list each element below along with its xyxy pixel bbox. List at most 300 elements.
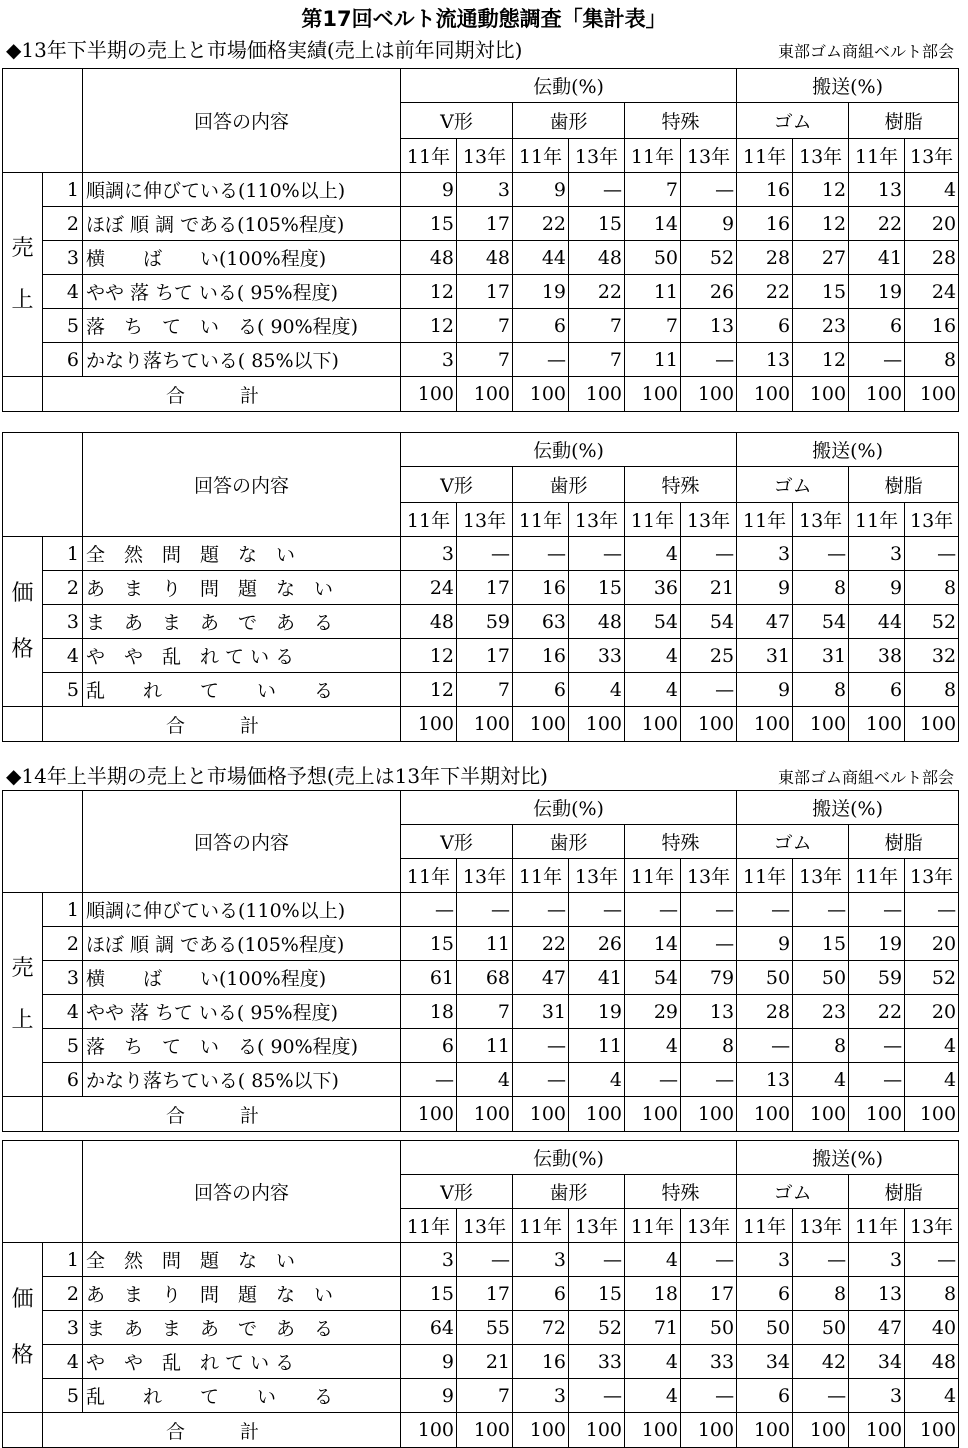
value-cell: — bbox=[793, 1243, 849, 1277]
value-cell: 16 bbox=[737, 173, 793, 207]
category-label-price bbox=[3, 537, 43, 707]
value-cell: 54 bbox=[625, 605, 681, 639]
total-cell: 100 bbox=[849, 1413, 905, 1448]
response-label: 全 然 問 題 な い bbox=[83, 1243, 401, 1277]
value-cell: 59 bbox=[849, 961, 905, 995]
row-number: 1 bbox=[43, 173, 83, 207]
value-cell: 4 bbox=[625, 1029, 681, 1063]
table-row bbox=[3, 207, 959, 241]
value-cell: 12 bbox=[401, 309, 457, 343]
value-cell: 79 bbox=[681, 961, 737, 995]
value-cell: 34 bbox=[849, 1345, 905, 1379]
value-cell: 6 bbox=[737, 1277, 793, 1311]
value-cell: 18 bbox=[625, 1277, 681, 1311]
value-cell: 7 bbox=[457, 309, 513, 343]
value-cell: 34 bbox=[737, 1345, 793, 1379]
value-cell: 6 bbox=[849, 673, 905, 707]
value-cell: 9 bbox=[401, 173, 457, 207]
total-cell: 100 bbox=[737, 377, 793, 412]
value-cell: 54 bbox=[625, 961, 681, 995]
table-row bbox=[3, 1379, 959, 1413]
value-cell: 22 bbox=[849, 207, 905, 241]
value-cell: 42 bbox=[793, 1345, 849, 1379]
value-cell: 17 bbox=[681, 1277, 737, 1311]
value-cell: 4 bbox=[457, 1063, 513, 1097]
value-cell: — bbox=[569, 893, 625, 927]
response-label: 順調に伸びている(110%以上) bbox=[83, 173, 401, 207]
value-cell: 9 bbox=[737, 673, 793, 707]
year-header: 11年 bbox=[513, 859, 569, 893]
value-cell: 8 bbox=[905, 571, 959, 605]
total-cell: 100 bbox=[849, 377, 905, 412]
value-cell: 4 bbox=[569, 1063, 625, 1097]
value-cell: 4 bbox=[625, 639, 681, 673]
year-header: 11年 bbox=[401, 1209, 457, 1243]
table-row bbox=[3, 1345, 959, 1379]
value-cell: 71 bbox=[625, 1311, 681, 1345]
value-cell: 9 bbox=[737, 927, 793, 961]
category-header-special: 特殊 bbox=[625, 103, 737, 139]
group-header-hanso: 搬送(%) bbox=[737, 433, 959, 467]
value-cell: 19 bbox=[569, 995, 625, 1029]
total-cell: 100 bbox=[401, 1097, 457, 1132]
row-number: 5 bbox=[43, 1029, 83, 1063]
total-cell: 100 bbox=[401, 707, 457, 742]
value-cell: 7 bbox=[457, 343, 513, 377]
response-label: ほぼ 順 調 である(105%程度) bbox=[83, 927, 401, 961]
section-heading-actual: ◆13年下半期の売上と市場価格実績(売上は前年同期対比) bbox=[6, 38, 523, 62]
value-cell: 41 bbox=[569, 961, 625, 995]
value-cell: 8 bbox=[681, 1029, 737, 1063]
value-cell: 21 bbox=[457, 1345, 513, 1379]
value-cell: 63 bbox=[513, 605, 569, 639]
category-header-resin: 樹脂 bbox=[849, 825, 959, 859]
value-cell: 7 bbox=[569, 309, 625, 343]
value-cell: — bbox=[681, 1379, 737, 1413]
year-header: 11年 bbox=[625, 139, 681, 173]
total-cell: 100 bbox=[905, 377, 959, 412]
value-cell: — bbox=[569, 1379, 625, 1413]
value-cell: 55 bbox=[457, 1311, 513, 1345]
year-header: 11年 bbox=[849, 1209, 905, 1243]
value-cell: 7 bbox=[625, 309, 681, 343]
total-label: 合 計 bbox=[43, 707, 401, 742]
value-cell: — bbox=[681, 1063, 737, 1097]
total-row bbox=[3, 707, 959, 742]
response-label: 横 ば い(100%程度) bbox=[83, 961, 401, 995]
year-header: 11年 bbox=[625, 859, 681, 893]
value-cell: — bbox=[569, 537, 625, 571]
value-cell: 31 bbox=[793, 639, 849, 673]
year-header: 13年 bbox=[457, 859, 513, 893]
value-cell: 28 bbox=[737, 241, 793, 275]
value-cell: 44 bbox=[849, 605, 905, 639]
total-cell: 100 bbox=[737, 1097, 793, 1132]
value-cell: 4 bbox=[793, 1063, 849, 1097]
value-cell: 22 bbox=[513, 927, 569, 961]
category-header-rubber: ゴム bbox=[737, 825, 849, 859]
category-header-v: V形 bbox=[401, 103, 513, 139]
value-cell: 15 bbox=[401, 927, 457, 961]
row-number: 5 bbox=[43, 309, 83, 343]
year-header: 13年 bbox=[905, 859, 959, 893]
row-number: 1 bbox=[43, 537, 83, 571]
table-row bbox=[3, 275, 959, 309]
value-cell: — bbox=[401, 893, 457, 927]
year-header: 11年 bbox=[737, 1209, 793, 1243]
category-header-resin: 樹脂 bbox=[849, 467, 959, 503]
row-number: 3 bbox=[43, 241, 83, 275]
table-row bbox=[3, 673, 959, 707]
value-cell: 47 bbox=[849, 1311, 905, 1345]
value-cell: 12 bbox=[401, 275, 457, 309]
total-cell: 100 bbox=[513, 1413, 569, 1448]
value-cell: 8 bbox=[905, 673, 959, 707]
total-cell: 100 bbox=[569, 1097, 625, 1132]
year-header: 13年 bbox=[793, 139, 849, 173]
table-row bbox=[3, 1243, 959, 1277]
page-title: 第17回ベルト流通動態調査「集計表」 bbox=[301, 7, 667, 31]
category-header-special: 特殊 bbox=[625, 467, 737, 503]
value-cell: 16 bbox=[513, 1345, 569, 1379]
total-cell: 100 bbox=[457, 707, 513, 742]
value-cell: 18 bbox=[401, 995, 457, 1029]
value-cell: 23 bbox=[793, 995, 849, 1029]
value-cell: — bbox=[793, 893, 849, 927]
year-header: 13年 bbox=[905, 1209, 959, 1243]
value-cell: 24 bbox=[401, 571, 457, 605]
row-number: 3 bbox=[43, 1311, 83, 1345]
value-cell: 50 bbox=[681, 1311, 737, 1345]
value-cell: — bbox=[905, 893, 959, 927]
value-cell: 12 bbox=[401, 639, 457, 673]
value-cell: — bbox=[905, 1243, 959, 1277]
value-cell: 36 bbox=[625, 571, 681, 605]
total-cell: 100 bbox=[737, 707, 793, 742]
category-label-price bbox=[3, 1243, 43, 1413]
value-cell: 22 bbox=[569, 275, 625, 309]
year-header: 13年 bbox=[569, 1209, 625, 1243]
category-header-v: V形 bbox=[401, 467, 513, 503]
response-label: 全 然 問 題 な い bbox=[83, 537, 401, 571]
value-cell: 61 bbox=[401, 961, 457, 995]
value-cell: 48 bbox=[401, 605, 457, 639]
value-cell: 4 bbox=[569, 673, 625, 707]
value-cell: 11 bbox=[625, 343, 681, 377]
value-cell: — bbox=[457, 1243, 513, 1277]
value-cell: 14 bbox=[625, 207, 681, 241]
value-cell: 48 bbox=[569, 241, 625, 275]
category-header-resin: 樹脂 bbox=[849, 103, 959, 139]
category-header-rubber: ゴム bbox=[737, 467, 849, 503]
category-char: 売 bbox=[11, 235, 34, 261]
category-header-resin: 樹脂 bbox=[849, 1175, 959, 1209]
category-header-v: V形 bbox=[401, 825, 513, 859]
value-cell: — bbox=[849, 893, 905, 927]
value-cell: 13 bbox=[737, 343, 793, 377]
row-number: 4 bbox=[43, 639, 83, 673]
value-cell: 12 bbox=[401, 673, 457, 707]
row-number: 3 bbox=[43, 605, 83, 639]
value-cell: — bbox=[681, 927, 737, 961]
value-cell: 8 bbox=[793, 1277, 849, 1311]
value-cell: 19 bbox=[849, 927, 905, 961]
value-cell: 7 bbox=[569, 343, 625, 377]
year-header: 11年 bbox=[401, 859, 457, 893]
total-cell: 100 bbox=[625, 1413, 681, 1448]
value-cell: 17 bbox=[457, 639, 513, 673]
total-cell: 100 bbox=[569, 377, 625, 412]
value-cell: 50 bbox=[737, 961, 793, 995]
value-cell: — bbox=[513, 343, 569, 377]
response-label: かなり落ちている( 85%以下) bbox=[83, 1063, 401, 1097]
value-cell: 3 bbox=[513, 1379, 569, 1413]
total-corner bbox=[3, 1097, 43, 1132]
category-header-v: V形 bbox=[401, 1175, 513, 1209]
value-cell: 9 bbox=[401, 1379, 457, 1413]
value-cell: 9 bbox=[401, 1345, 457, 1379]
year-header: 11年 bbox=[849, 139, 905, 173]
year-header: 11年 bbox=[625, 1209, 681, 1243]
year-header: 13年 bbox=[681, 139, 737, 173]
value-cell: 13 bbox=[849, 173, 905, 207]
value-cell: 20 bbox=[905, 207, 959, 241]
response-label: や や 乱 れ て い る bbox=[83, 639, 401, 673]
value-cell: 22 bbox=[513, 207, 569, 241]
value-cell: 15 bbox=[793, 275, 849, 309]
value-cell: 16 bbox=[737, 207, 793, 241]
value-cell: 33 bbox=[569, 639, 625, 673]
value-cell: 33 bbox=[569, 1345, 625, 1379]
total-label: 合 計 bbox=[43, 1097, 401, 1132]
value-cell: 17 bbox=[457, 207, 513, 241]
year-header: 11年 bbox=[513, 1209, 569, 1243]
value-cell: 7 bbox=[457, 1379, 513, 1413]
group-header-dendo: 伝動(%) bbox=[401, 791, 737, 825]
value-cell: — bbox=[849, 343, 905, 377]
total-cell: 100 bbox=[849, 707, 905, 742]
row-number: 2 bbox=[43, 927, 83, 961]
group-header-dendo: 伝動(%) bbox=[401, 69, 737, 103]
year-header: 11年 bbox=[737, 859, 793, 893]
value-cell: 50 bbox=[793, 1311, 849, 1345]
row-number: 4 bbox=[43, 1345, 83, 1379]
year-header: 11年 bbox=[625, 503, 681, 537]
value-cell: 17 bbox=[457, 1277, 513, 1311]
total-cell: 100 bbox=[625, 1097, 681, 1132]
table-row bbox=[3, 927, 959, 961]
value-cell: 11 bbox=[569, 1029, 625, 1063]
value-cell: 44 bbox=[513, 241, 569, 275]
value-cell: 31 bbox=[513, 995, 569, 1029]
category-label-sales bbox=[3, 893, 43, 1097]
value-cell: 22 bbox=[737, 275, 793, 309]
org-name-forecast: 東部ゴム商組ベルト部会 bbox=[777, 768, 954, 787]
row-number: 4 bbox=[43, 995, 83, 1029]
table-row bbox=[3, 893, 959, 927]
value-cell: — bbox=[793, 1379, 849, 1413]
table-row bbox=[3, 1277, 959, 1311]
total-row bbox=[3, 1413, 959, 1448]
value-cell: — bbox=[681, 343, 737, 377]
value-cell: 20 bbox=[905, 927, 959, 961]
year-header: 11年 bbox=[513, 503, 569, 537]
value-cell: 3 bbox=[513, 1243, 569, 1277]
value-cell: 9 bbox=[737, 571, 793, 605]
year-header: 11年 bbox=[737, 139, 793, 173]
year-header: 11年 bbox=[513, 139, 569, 173]
value-cell: 50 bbox=[625, 241, 681, 275]
value-cell: 32 bbox=[905, 639, 959, 673]
total-cell: 100 bbox=[681, 1413, 737, 1448]
group-header-dendo: 伝動(%) bbox=[401, 1141, 737, 1175]
category-char: 上 bbox=[11, 287, 34, 313]
value-cell: 11 bbox=[625, 275, 681, 309]
value-cell: 17 bbox=[457, 571, 513, 605]
value-cell: 6 bbox=[513, 309, 569, 343]
total-corner bbox=[3, 707, 43, 742]
total-cell: 100 bbox=[457, 1413, 513, 1448]
value-cell: 21 bbox=[681, 571, 737, 605]
value-cell: 4 bbox=[905, 1029, 959, 1063]
year-header: 11年 bbox=[849, 503, 905, 537]
content-header: 回答の内容 bbox=[83, 791, 401, 893]
response-label: 落 ち て い る( 90%程度) bbox=[83, 309, 401, 343]
value-cell: 14 bbox=[625, 927, 681, 961]
table-price-forecast bbox=[2, 1140, 959, 1448]
value-cell: 6 bbox=[401, 1029, 457, 1063]
group-header-dendo: 伝動(%) bbox=[401, 433, 737, 467]
table-row bbox=[3, 639, 959, 673]
response-label: 乱 れ て い る bbox=[83, 673, 401, 707]
row-number: 6 bbox=[43, 343, 83, 377]
value-cell: 47 bbox=[737, 605, 793, 639]
value-cell: — bbox=[849, 1029, 905, 1063]
row-number: 2 bbox=[43, 207, 83, 241]
corner-cell bbox=[3, 791, 83, 893]
value-cell: 4 bbox=[625, 1379, 681, 1413]
response-label: 横 ば い(100%程度) bbox=[83, 241, 401, 275]
row-number: 2 bbox=[43, 571, 83, 605]
year-header: 13年 bbox=[681, 503, 737, 537]
response-label: 順調に伸びている(110%以上) bbox=[83, 893, 401, 927]
total-label: 合 計 bbox=[43, 377, 401, 412]
response-label: やや 落 ちて いる( 95%程度) bbox=[83, 275, 401, 309]
table-sales-forecast bbox=[2, 790, 959, 1132]
category-header-special: 特殊 bbox=[625, 1175, 737, 1209]
value-cell: 4 bbox=[625, 537, 681, 571]
value-cell: 13 bbox=[737, 1063, 793, 1097]
value-cell: 4 bbox=[625, 673, 681, 707]
total-cell: 100 bbox=[905, 1097, 959, 1132]
corner-cell bbox=[3, 69, 83, 173]
value-cell: 15 bbox=[569, 1277, 625, 1311]
value-cell: 12 bbox=[793, 173, 849, 207]
year-header: 13年 bbox=[681, 859, 737, 893]
value-cell: 24 bbox=[905, 275, 959, 309]
value-cell: 28 bbox=[737, 995, 793, 1029]
value-cell: 41 bbox=[849, 241, 905, 275]
value-cell: 8 bbox=[793, 571, 849, 605]
row-number: 1 bbox=[43, 893, 83, 927]
value-cell: 72 bbox=[513, 1311, 569, 1345]
value-cell: 48 bbox=[401, 241, 457, 275]
value-cell: — bbox=[681, 173, 737, 207]
org-name-actual: 東部ゴム商組ベルト部会 bbox=[777, 42, 954, 61]
content-header: 回答の内容 bbox=[83, 1141, 401, 1243]
total-cell: 100 bbox=[793, 1097, 849, 1132]
total-cell: 100 bbox=[849, 1097, 905, 1132]
value-cell: 31 bbox=[737, 639, 793, 673]
category-char: 格 bbox=[11, 636, 34, 662]
total-cell: 100 bbox=[681, 1097, 737, 1132]
table-row bbox=[3, 537, 959, 571]
content-header: 回答の内容 bbox=[83, 69, 401, 173]
total-cell: 100 bbox=[401, 377, 457, 412]
total-corner bbox=[3, 1413, 43, 1448]
row-number: 5 bbox=[43, 1379, 83, 1413]
row-number: 5 bbox=[43, 673, 83, 707]
year-header: 11年 bbox=[401, 503, 457, 537]
row-number: 6 bbox=[43, 1063, 83, 1097]
total-cell: 100 bbox=[569, 1413, 625, 1448]
category-char: 価 bbox=[11, 580, 34, 606]
value-cell: 6 bbox=[737, 1379, 793, 1413]
table-row bbox=[3, 241, 959, 275]
value-cell: — bbox=[737, 1029, 793, 1063]
value-cell: 12 bbox=[793, 343, 849, 377]
corner-cell bbox=[3, 433, 83, 537]
value-cell: — bbox=[793, 537, 849, 571]
table-row bbox=[3, 605, 959, 639]
total-row bbox=[3, 377, 959, 412]
value-cell: 11 bbox=[457, 1029, 513, 1063]
total-corner bbox=[3, 377, 43, 412]
value-cell: 4 bbox=[905, 173, 959, 207]
total-cell: 100 bbox=[569, 707, 625, 742]
value-cell: — bbox=[457, 537, 513, 571]
total-cell: 100 bbox=[625, 707, 681, 742]
table-row bbox=[3, 343, 959, 377]
value-cell: 6 bbox=[737, 309, 793, 343]
group-header-hanso: 搬送(%) bbox=[737, 1141, 959, 1175]
value-cell: 15 bbox=[793, 927, 849, 961]
section-heading-forecast: ◆14年上半期の売上と市場価格予想(売上は13年下半期対比) bbox=[6, 764, 548, 788]
response-label: ほぼ 順 調 である(105%程度) bbox=[83, 207, 401, 241]
year-header: 13年 bbox=[793, 503, 849, 537]
value-cell: 3 bbox=[737, 1243, 793, 1277]
total-cell: 100 bbox=[793, 1413, 849, 1448]
table-row bbox=[3, 571, 959, 605]
row-number: 2 bbox=[43, 1277, 83, 1311]
category-header-rubber: ゴム bbox=[737, 1175, 849, 1209]
value-cell: 7 bbox=[457, 995, 513, 1029]
value-cell: 11 bbox=[457, 927, 513, 961]
value-cell: 50 bbox=[737, 1311, 793, 1345]
year-header: 13年 bbox=[905, 139, 959, 173]
value-cell: 3 bbox=[849, 1243, 905, 1277]
category-char: 売 bbox=[11, 955, 34, 981]
response-label: かなり落ちている( 85%以下) bbox=[83, 343, 401, 377]
table-row bbox=[3, 1311, 959, 1345]
value-cell: 54 bbox=[793, 605, 849, 639]
value-cell: 17 bbox=[457, 275, 513, 309]
value-cell: 9 bbox=[849, 571, 905, 605]
value-cell: 48 bbox=[905, 1345, 959, 1379]
response-label: あ ま り 問 題 な い bbox=[83, 1277, 401, 1311]
value-cell: 19 bbox=[513, 275, 569, 309]
corner-cell bbox=[3, 1141, 83, 1243]
